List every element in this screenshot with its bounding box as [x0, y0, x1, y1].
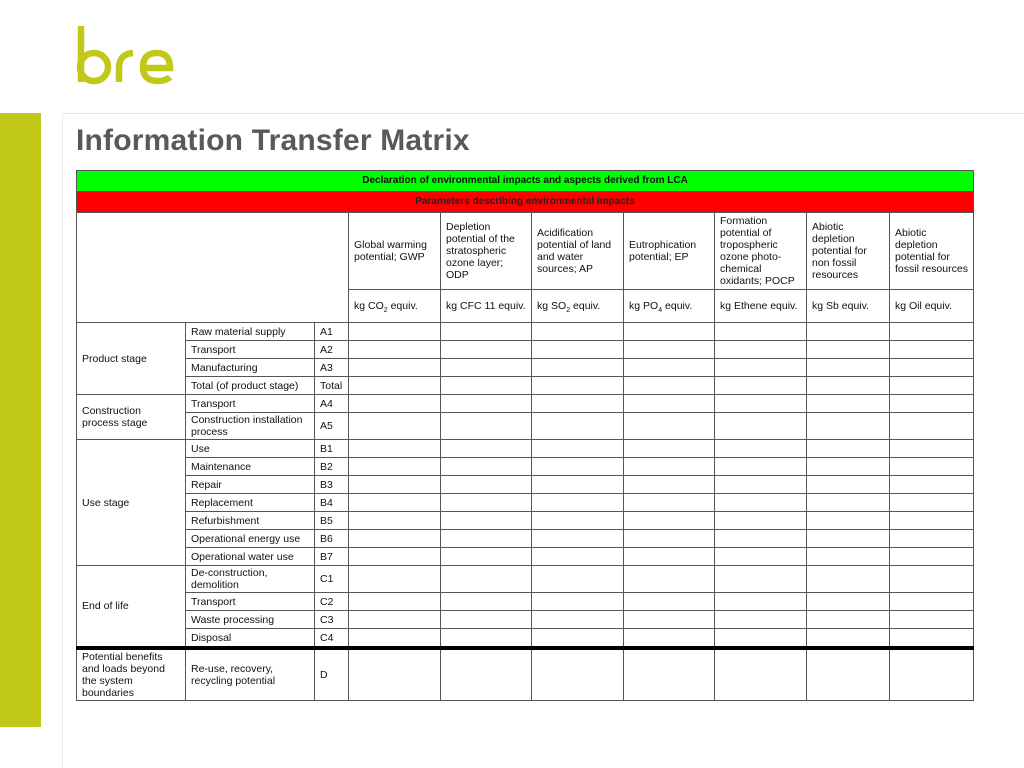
param-adp-non-fossil: Abiotic depletion potential for non fossil resources [807, 213, 890, 290]
module-code: B2 [315, 458, 349, 476]
module-code: C3 [315, 611, 349, 629]
module-name: Manufacturing [186, 359, 315, 377]
stage-end-of-life: End of life [77, 566, 186, 649]
module-name: Total (of product stage) [186, 377, 315, 395]
module-name: Waste processing [186, 611, 315, 629]
module-code: B3 [315, 476, 349, 494]
module-name: Disposal [186, 629, 315, 649]
module-code: C1 [315, 566, 349, 593]
stage-product: Product stage [77, 323, 186, 395]
module-code: Total [315, 377, 349, 395]
param-ap: Acidification potential of land and water sources; AP [532, 213, 624, 290]
unit-gwp: kg $CO_2$ equiv. [349, 290, 441, 323]
accent-side-bar [0, 113, 41, 727]
unit-odp: kg CFC 11 equiv. [441, 290, 532, 323]
module-name: Transport [186, 395, 315, 413]
page-title: Information Transfer Matrix [76, 124, 470, 157]
stage-benefits: Potential benefits and loads beyond the system boundaries [77, 648, 186, 701]
module-code: A2 [315, 341, 349, 359]
module-name: Replacement [186, 494, 315, 512]
unit-ep: kg $PO_4$ equiv. [624, 290, 715, 323]
module-name: Refurbishment [186, 512, 315, 530]
module-name: Construction installation process [186, 413, 315, 440]
param-pocp: Formation potential of tropospheric ozone photo-chemical oxidants; POCP [715, 213, 807, 290]
module-code: A1 [315, 323, 349, 341]
module-name: Raw material supply [186, 323, 315, 341]
module-code: D [315, 648, 349, 701]
module-code: B7 [315, 548, 349, 566]
slide-frame-left [62, 113, 63, 768]
stage-construction: Construction process stage [77, 395, 186, 440]
header-blank-cell [77, 213, 349, 323]
module-name: Operational water use [186, 548, 315, 566]
param-adp-fossil: Abiotic depletion potential for fossil resources [890, 213, 974, 290]
module-name: Operational energy use [186, 530, 315, 548]
module-code: B1 [315, 440, 349, 458]
impact-parameters-header: Parameters describing environmental impacts [77, 192, 974, 213]
param-ep: Eutrophication potential; EP [624, 213, 715, 290]
param-odp: Depletion potential of the stratospheric ozone layer; ODP [441, 213, 532, 290]
module-name: Transport [186, 341, 315, 359]
module-name: Repair [186, 476, 315, 494]
unit-adp-non-fossil: kg Sb equiv. [807, 290, 890, 323]
module-name: Maintenance [186, 458, 315, 476]
unit-pocp: kg Ethene equiv. [715, 290, 807, 323]
module-code: A3 [315, 359, 349, 377]
module-code: B4 [315, 494, 349, 512]
module-name: Re-use, recovery, recycling potential [186, 648, 315, 701]
module-code: B5 [315, 512, 349, 530]
module-name: Transport [186, 593, 315, 611]
module-code: A5 [315, 413, 349, 440]
slide-frame-top [62, 113, 1024, 114]
module-code: C4 [315, 629, 349, 649]
unit-adp-fossil: kg Oil equiv. [890, 290, 974, 323]
bre-logo [74, 22, 178, 88]
unit-ap: kg $SO_2$ equiv. [532, 290, 624, 323]
module-code: B6 [315, 530, 349, 548]
param-gwp: Global warming potential; GWP [349, 213, 441, 290]
information-transfer-matrix [76, 170, 974, 701]
module-code: A4 [315, 395, 349, 413]
module-name: De-construction, demolition [186, 566, 315, 593]
lca-declaration-header: Declaration of environmental impacts and aspects derived from LCA [77, 171, 974, 192]
stage-use: Use stage [77, 440, 186, 566]
module-code: C2 [315, 593, 349, 611]
module-name: Use [186, 440, 315, 458]
